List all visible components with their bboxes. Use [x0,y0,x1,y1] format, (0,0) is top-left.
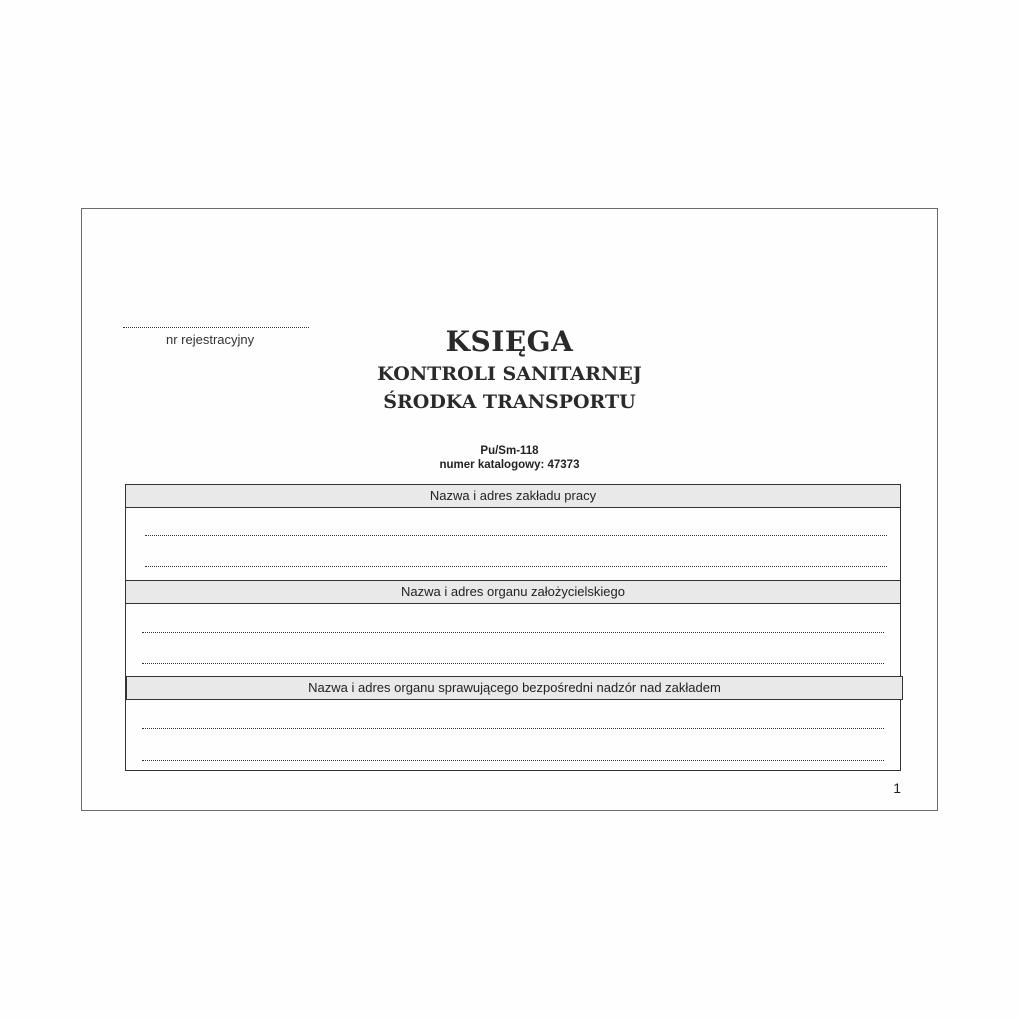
document-subtitle-line2: ŚRODKA TRANSPORTU [383,391,636,413]
document-subtitle-line1: KONTROLI SANITARNEJ [377,363,642,385]
document-title: KSIĘGA [445,325,574,358]
page-number: 1 [893,780,901,796]
section-header-workplace: Nazwa i adres zakładu pracy [125,484,901,508]
address-table [125,484,901,771]
catalog-number: numer katalogowy: 47373 [439,459,580,471]
section-header-founding-body: Nazwa i adres organu założycielskiego [125,580,901,604]
workplace-line-2[interactable] [145,564,887,567]
founding-body-line-1[interactable] [142,630,884,633]
section-header-supervisory-body: Nazwa i adres organu sprawującego bezpośredni nadzór nad zakładem [126,676,903,700]
form-code: Pu/Sm-118 [480,445,539,457]
supervisory-body-line-1[interactable] [142,726,884,729]
registration-number-label: nr rejestracyjny [166,332,255,347]
form-page [81,208,938,811]
supervisory-body-line-2[interactable] [142,758,884,761]
workplace-line-1[interactable] [145,533,887,536]
founding-body-line-2[interactable] [142,661,884,664]
